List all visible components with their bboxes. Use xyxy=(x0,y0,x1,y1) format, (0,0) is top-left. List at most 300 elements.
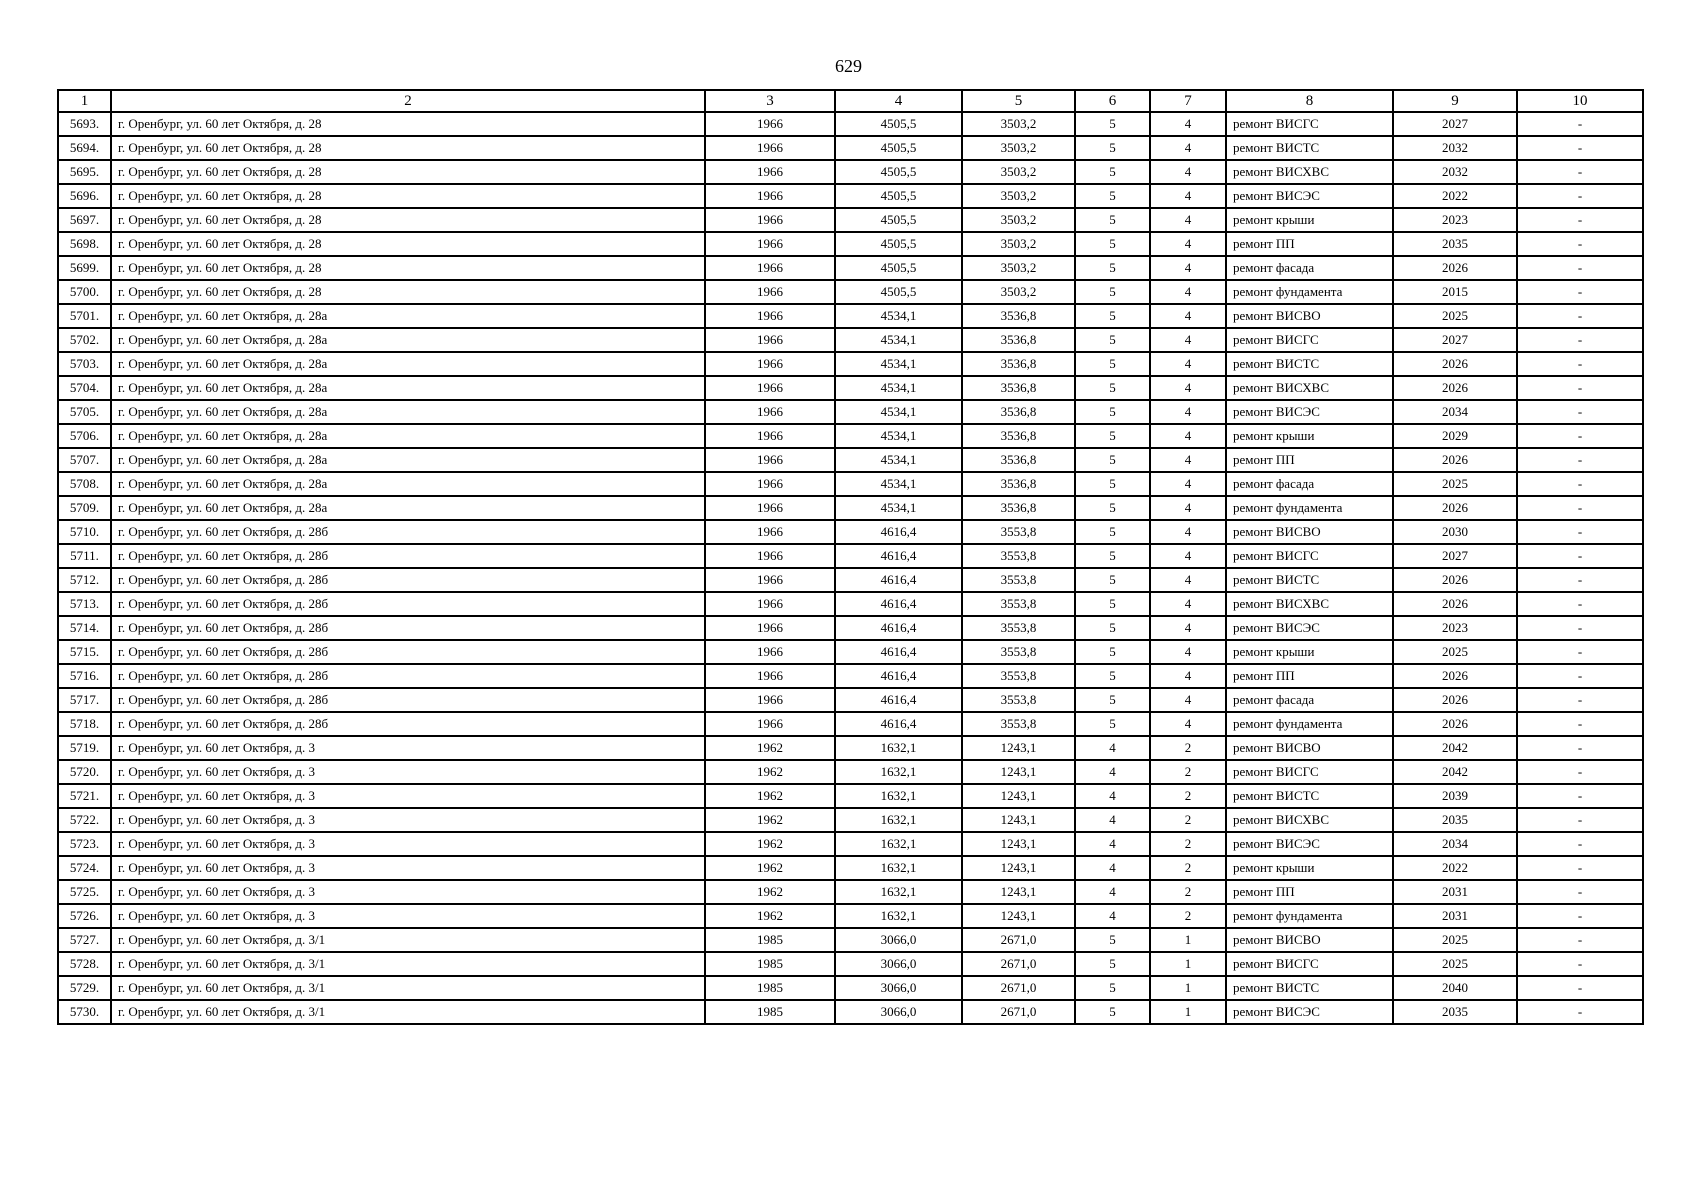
cell-year-built: 1966 xyxy=(705,400,835,424)
cell-floors: 5 xyxy=(1075,1000,1150,1024)
cell-work-type: ремонт ВИСХВС xyxy=(1226,160,1393,184)
cell-total-area: 4505,5 xyxy=(835,160,962,184)
cell-work-type: ремонт фундамента xyxy=(1226,904,1393,928)
cell-total-area: 4505,5 xyxy=(835,184,962,208)
cell-work-type: ремонт ВИСВО xyxy=(1226,304,1393,328)
column-header-4: 4 xyxy=(835,90,962,112)
column-header-6: 6 xyxy=(1075,90,1150,112)
cell-note: - xyxy=(1517,304,1643,328)
cell-work-type: ремонт ВИСВО xyxy=(1226,928,1393,952)
cell-year-built: 1962 xyxy=(705,760,835,784)
cell-work-type: ремонт ВИСХВС xyxy=(1226,808,1393,832)
cell-work-type: ремонт ВИСГС xyxy=(1226,112,1393,136)
cell-row-number: 5725. xyxy=(58,880,111,904)
table-row xyxy=(58,256,1643,280)
cell-row-number: 5712. xyxy=(58,568,111,592)
cell-work-type: ремонт фасада xyxy=(1226,472,1393,496)
cell-living-area: 3536,8 xyxy=(962,376,1075,400)
cell-living-area: 3503,2 xyxy=(962,256,1075,280)
cell-address: г. Оренбург, ул. 60 лет Октября, д. 3 xyxy=(111,904,705,928)
cell-entrances: 1 xyxy=(1150,928,1226,952)
cell-total-area: 1632,1 xyxy=(835,904,962,928)
cell-row-number: 5729. xyxy=(58,976,111,1000)
cell-note: - xyxy=(1517,1000,1643,1024)
cell-row-number: 5710. xyxy=(58,520,111,544)
cell-entrances: 4 xyxy=(1150,328,1226,352)
cell-living-area: 1243,1 xyxy=(962,736,1075,760)
cell-year-built: 1966 xyxy=(705,688,835,712)
cell-planned-year: 2031 xyxy=(1393,880,1517,904)
cell-floors: 5 xyxy=(1075,568,1150,592)
cell-planned-year: 2032 xyxy=(1393,136,1517,160)
cell-entrances: 1 xyxy=(1150,976,1226,1000)
cell-year-built: 1966 xyxy=(705,520,835,544)
cell-year-built: 1966 xyxy=(705,304,835,328)
cell-entrances: 4 xyxy=(1150,544,1226,568)
cell-row-number: 5715. xyxy=(58,640,111,664)
cell-living-area: 3536,8 xyxy=(962,472,1075,496)
cell-total-area: 4534,1 xyxy=(835,328,962,352)
cell-year-built: 1966 xyxy=(705,136,835,160)
cell-address: г. Оренбург, ул. 60 лет Октября, д. 28а xyxy=(111,472,705,496)
cell-work-type: ремонт ВИСТС xyxy=(1226,352,1393,376)
cell-work-type: ремонт ВИСГС xyxy=(1226,544,1393,568)
cell-entrances: 4 xyxy=(1150,400,1226,424)
cell-address: г. Оренбург, ул. 60 лет Октября, д. 28 xyxy=(111,232,705,256)
cell-note: - xyxy=(1517,424,1643,448)
cell-note: - xyxy=(1517,472,1643,496)
cell-entrances: 1 xyxy=(1150,952,1226,976)
cell-total-area: 1632,1 xyxy=(835,760,962,784)
cell-entrances: 4 xyxy=(1150,496,1226,520)
cell-address: г. Оренбург, ул. 60 лет Октября, д. 28б xyxy=(111,568,705,592)
cell-total-area: 4616,4 xyxy=(835,592,962,616)
cell-row-number: 5720. xyxy=(58,760,111,784)
cell-row-number: 5711. xyxy=(58,544,111,568)
cell-address: г. Оренбург, ул. 60 лет Октября, д. 3/1 xyxy=(111,952,705,976)
cell-floors: 5 xyxy=(1075,280,1150,304)
cell-year-built: 1966 xyxy=(705,616,835,640)
cell-address: г. Оренбург, ул. 60 лет Октября, д. 28б xyxy=(111,616,705,640)
cell-row-number: 5694. xyxy=(58,136,111,160)
column-header-10: 10 xyxy=(1517,90,1643,112)
cell-entrances: 4 xyxy=(1150,280,1226,304)
cell-work-type: ремонт ВИСТС xyxy=(1226,976,1393,1000)
cell-address: г. Оренбург, ул. 60 лет Октября, д. 28 xyxy=(111,256,705,280)
cell-planned-year: 2026 xyxy=(1393,496,1517,520)
cell-total-area: 4534,1 xyxy=(835,496,962,520)
cell-entrances: 4 xyxy=(1150,376,1226,400)
table-row xyxy=(58,136,1643,160)
cell-year-built: 1966 xyxy=(705,376,835,400)
cell-total-area: 3066,0 xyxy=(835,928,962,952)
cell-living-area: 1243,1 xyxy=(962,880,1075,904)
cell-total-area: 1632,1 xyxy=(835,808,962,832)
cell-row-number: 5695. xyxy=(58,160,111,184)
column-header-3: 3 xyxy=(705,90,835,112)
cell-floors: 4 xyxy=(1075,880,1150,904)
cell-total-area: 1632,1 xyxy=(835,736,962,760)
cell-living-area: 3536,8 xyxy=(962,448,1075,472)
cell-address: г. Оренбург, ул. 60 лет Октября, д. 3 xyxy=(111,880,705,904)
cell-entrances: 4 xyxy=(1150,112,1226,136)
cell-total-area: 3066,0 xyxy=(835,1000,962,1024)
cell-row-number: 5719. xyxy=(58,736,111,760)
table-row xyxy=(58,688,1643,712)
cell-work-type: ремонт фундамента xyxy=(1226,712,1393,736)
cell-floors: 5 xyxy=(1075,592,1150,616)
cell-planned-year: 2027 xyxy=(1393,328,1517,352)
cell-work-type: ремонт крыши xyxy=(1226,424,1393,448)
cell-year-built: 1966 xyxy=(705,256,835,280)
cell-living-area: 3503,2 xyxy=(962,232,1075,256)
cell-total-area: 3066,0 xyxy=(835,976,962,1000)
cell-address: г. Оренбург, ул. 60 лет Октября, д. 3 xyxy=(111,784,705,808)
cell-entrances: 4 xyxy=(1150,304,1226,328)
cell-total-area: 4505,5 xyxy=(835,256,962,280)
cell-address: г. Оренбург, ул. 60 лет Октября, д. 3/1 xyxy=(111,1000,705,1024)
cell-entrances: 4 xyxy=(1150,568,1226,592)
cell-total-area: 4534,1 xyxy=(835,304,962,328)
cell-planned-year: 2026 xyxy=(1393,448,1517,472)
cell-note: - xyxy=(1517,808,1643,832)
cell-year-built: 1966 xyxy=(705,568,835,592)
cell-planned-year: 2026 xyxy=(1393,376,1517,400)
cell-address: г. Оренбург, ул. 60 лет Октября, д. 28а xyxy=(111,328,705,352)
cell-year-built: 1966 xyxy=(705,544,835,568)
cell-floors: 5 xyxy=(1075,664,1150,688)
cell-total-area: 4505,5 xyxy=(835,208,962,232)
cell-work-type: ремонт ПП xyxy=(1226,448,1393,472)
cell-work-type: ремонт ВИСХВС xyxy=(1226,376,1393,400)
cell-floors: 5 xyxy=(1075,472,1150,496)
table-row xyxy=(58,736,1643,760)
cell-floors: 5 xyxy=(1075,136,1150,160)
cell-entrances: 4 xyxy=(1150,664,1226,688)
cell-entrances: 4 xyxy=(1150,424,1226,448)
cell-row-number: 5697. xyxy=(58,208,111,232)
table-row xyxy=(58,976,1643,1000)
cell-year-built: 1966 xyxy=(705,472,835,496)
cell-planned-year: 2022 xyxy=(1393,184,1517,208)
cell-year-built: 1962 xyxy=(705,880,835,904)
cell-floors: 4 xyxy=(1075,736,1150,760)
cell-floors: 4 xyxy=(1075,784,1150,808)
cell-row-number: 5703. xyxy=(58,352,111,376)
table-row xyxy=(58,832,1643,856)
cell-address: г. Оренбург, ул. 60 лет Октября, д. 28б xyxy=(111,520,705,544)
cell-living-area: 2671,0 xyxy=(962,928,1075,952)
table-row xyxy=(58,448,1643,472)
table-row xyxy=(58,520,1643,544)
cell-total-area: 4534,1 xyxy=(835,448,962,472)
cell-work-type: ремонт ВИСТС xyxy=(1226,784,1393,808)
cell-address: г. Оренбург, ул. 60 лет Октября, д. 28а xyxy=(111,424,705,448)
cell-floors: 5 xyxy=(1075,208,1150,232)
cell-planned-year: 2026 xyxy=(1393,688,1517,712)
cell-floors: 5 xyxy=(1075,256,1150,280)
cell-note: - xyxy=(1517,856,1643,880)
cell-work-type: ремонт фундамента xyxy=(1226,496,1393,520)
cell-floors: 5 xyxy=(1075,328,1150,352)
cell-address: г. Оренбург, ул. 60 лет Октября, д. 28б xyxy=(111,640,705,664)
cell-year-built: 1966 xyxy=(705,712,835,736)
cell-entrances: 2 xyxy=(1150,760,1226,784)
cell-total-area: 4616,4 xyxy=(835,688,962,712)
cell-floors: 5 xyxy=(1075,616,1150,640)
cell-floors: 5 xyxy=(1075,544,1150,568)
cell-living-area: 3503,2 xyxy=(962,136,1075,160)
cell-work-type: ремонт ПП xyxy=(1226,880,1393,904)
cell-year-built: 1962 xyxy=(705,808,835,832)
cell-entrances: 4 xyxy=(1150,136,1226,160)
cell-total-area: 4616,4 xyxy=(835,712,962,736)
cell-planned-year: 2025 xyxy=(1393,472,1517,496)
table-row xyxy=(58,496,1643,520)
cell-planned-year: 2023 xyxy=(1393,208,1517,232)
cell-note: - xyxy=(1517,280,1643,304)
cell-floors: 5 xyxy=(1075,712,1150,736)
cell-work-type: ремонт ВИСЭС xyxy=(1226,832,1393,856)
cell-address: г. Оренбург, ул. 60 лет Октября, д. 28 xyxy=(111,184,705,208)
column-header-5: 5 xyxy=(962,90,1075,112)
table-row xyxy=(58,880,1643,904)
cell-living-area: 3503,2 xyxy=(962,208,1075,232)
cell-floors: 5 xyxy=(1075,184,1150,208)
cell-row-number: 5709. xyxy=(58,496,111,520)
table-row xyxy=(58,184,1643,208)
cell-living-area: 3553,8 xyxy=(962,520,1075,544)
cell-work-type: ремонт фундамента xyxy=(1226,280,1393,304)
table-row xyxy=(58,808,1643,832)
table-header xyxy=(58,90,1643,112)
cell-floors: 5 xyxy=(1075,976,1150,1000)
cell-entrances: 4 xyxy=(1150,472,1226,496)
cell-planned-year: 2042 xyxy=(1393,736,1517,760)
cell-entrances: 2 xyxy=(1150,904,1226,928)
cell-note: - xyxy=(1517,784,1643,808)
cell-work-type: ремонт ВИСЭС xyxy=(1226,184,1393,208)
cell-entrances: 2 xyxy=(1150,808,1226,832)
table-row xyxy=(58,592,1643,616)
cell-living-area: 1243,1 xyxy=(962,832,1075,856)
table-row xyxy=(58,1000,1643,1024)
cell-living-area: 3536,8 xyxy=(962,328,1075,352)
cell-planned-year: 2027 xyxy=(1393,544,1517,568)
cell-year-built: 1966 xyxy=(705,112,835,136)
cell-living-area: 3503,2 xyxy=(962,112,1075,136)
cell-note: - xyxy=(1517,544,1643,568)
cell-year-built: 1962 xyxy=(705,784,835,808)
cell-note: - xyxy=(1517,232,1643,256)
cell-floors: 5 xyxy=(1075,688,1150,712)
cell-row-number: 5705. xyxy=(58,400,111,424)
table-row xyxy=(58,280,1643,304)
cell-year-built: 1985 xyxy=(705,976,835,1000)
cell-address: г. Оренбург, ул. 60 лет Октября, д. 28б xyxy=(111,664,705,688)
cell-address: г. Оренбург, ул. 60 лет Октября, д. 28 xyxy=(111,136,705,160)
cell-address: г. Оренбург, ул. 60 лет Октября, д. 28а xyxy=(111,496,705,520)
cell-note: - xyxy=(1517,184,1643,208)
cell-row-number: 5721. xyxy=(58,784,111,808)
cell-living-area: 3553,8 xyxy=(962,616,1075,640)
cell-address: г. Оренбург, ул. 60 лет Октября, д. 28 xyxy=(111,280,705,304)
cell-note: - xyxy=(1517,760,1643,784)
cell-note: - xyxy=(1517,520,1643,544)
cell-planned-year: 2035 xyxy=(1393,808,1517,832)
cell-planned-year: 2026 xyxy=(1393,664,1517,688)
cell-address: г. Оренбург, ул. 60 лет Октября, д. 28а xyxy=(111,352,705,376)
cell-living-area: 3553,8 xyxy=(962,592,1075,616)
cell-floors: 4 xyxy=(1075,808,1150,832)
cell-total-area: 4534,1 xyxy=(835,472,962,496)
cell-work-type: ремонт ВИСТС xyxy=(1226,136,1393,160)
cell-address: г. Оренбург, ул. 60 лет Октября, д. 3/1 xyxy=(111,928,705,952)
cell-floors: 5 xyxy=(1075,448,1150,472)
cell-total-area: 1632,1 xyxy=(835,880,962,904)
repair-schedule-table xyxy=(57,89,1644,1025)
cell-planned-year: 2025 xyxy=(1393,952,1517,976)
cell-total-area: 1632,1 xyxy=(835,832,962,856)
cell-total-area: 4505,5 xyxy=(835,112,962,136)
cell-row-number: 5706. xyxy=(58,424,111,448)
table-row xyxy=(58,760,1643,784)
cell-entrances: 4 xyxy=(1150,616,1226,640)
cell-work-type: ремонт ВИСВО xyxy=(1226,520,1393,544)
cell-row-number: 5730. xyxy=(58,1000,111,1024)
cell-total-area: 4616,4 xyxy=(835,568,962,592)
cell-planned-year: 2023 xyxy=(1393,616,1517,640)
cell-year-built: 1966 xyxy=(705,448,835,472)
cell-note: - xyxy=(1517,208,1643,232)
cell-living-area: 1243,1 xyxy=(962,808,1075,832)
cell-total-area: 4616,4 xyxy=(835,664,962,688)
cell-planned-year: 2025 xyxy=(1393,928,1517,952)
cell-year-built: 1966 xyxy=(705,280,835,304)
cell-work-type: ремонт ПП xyxy=(1226,664,1393,688)
cell-year-built: 1962 xyxy=(705,736,835,760)
cell-row-number: 5693. xyxy=(58,112,111,136)
cell-year-built: 1962 xyxy=(705,832,835,856)
cell-row-number: 5727. xyxy=(58,928,111,952)
table-row xyxy=(58,232,1643,256)
cell-row-number: 5696. xyxy=(58,184,111,208)
table-row xyxy=(58,304,1643,328)
cell-row-number: 5699. xyxy=(58,256,111,280)
cell-planned-year: 2026 xyxy=(1393,592,1517,616)
cell-note: - xyxy=(1517,568,1643,592)
cell-total-area: 4616,4 xyxy=(835,640,962,664)
cell-total-area: 4505,5 xyxy=(835,280,962,304)
cell-living-area: 3503,2 xyxy=(962,184,1075,208)
cell-living-area: 3536,8 xyxy=(962,304,1075,328)
cell-planned-year: 2034 xyxy=(1393,832,1517,856)
cell-living-area: 1243,1 xyxy=(962,784,1075,808)
cell-living-area: 1243,1 xyxy=(962,904,1075,928)
cell-note: - xyxy=(1517,688,1643,712)
cell-note: - xyxy=(1517,832,1643,856)
cell-living-area: 2671,0 xyxy=(962,976,1075,1000)
table-row xyxy=(58,640,1643,664)
cell-year-built: 1966 xyxy=(705,184,835,208)
column-header-2: 2 xyxy=(111,90,705,112)
cell-address: г. Оренбург, ул. 60 лет Октября, д. 3 xyxy=(111,832,705,856)
cell-note: - xyxy=(1517,160,1643,184)
cell-planned-year: 2025 xyxy=(1393,640,1517,664)
cell-work-type: ремонт ВИСХВС xyxy=(1226,592,1393,616)
cell-planned-year: 2034 xyxy=(1393,400,1517,424)
cell-work-type: ремонт ВИСГС xyxy=(1226,328,1393,352)
cell-row-number: 5702. xyxy=(58,328,111,352)
cell-note: - xyxy=(1517,400,1643,424)
table-row xyxy=(58,544,1643,568)
column-header-7: 7 xyxy=(1150,90,1226,112)
cell-floors: 5 xyxy=(1075,496,1150,520)
cell-work-type: ремонт ПП xyxy=(1226,232,1393,256)
cell-total-area: 1632,1 xyxy=(835,856,962,880)
cell-work-type: ремонт ВИСТС xyxy=(1226,568,1393,592)
cell-living-area: 3503,2 xyxy=(962,280,1075,304)
cell-year-built: 1966 xyxy=(705,160,835,184)
cell-row-number: 5708. xyxy=(58,472,111,496)
table-row xyxy=(58,376,1643,400)
cell-work-type: ремонт фасада xyxy=(1226,688,1393,712)
cell-row-number: 5717. xyxy=(58,688,111,712)
cell-living-area: 3553,8 xyxy=(962,640,1075,664)
cell-work-type: ремонт ВИСГС xyxy=(1226,952,1393,976)
cell-note: - xyxy=(1517,448,1643,472)
cell-entrances: 2 xyxy=(1150,736,1226,760)
cell-note: - xyxy=(1517,496,1643,520)
table-row xyxy=(58,328,1643,352)
cell-entrances: 4 xyxy=(1150,712,1226,736)
cell-row-number: 5726. xyxy=(58,904,111,928)
cell-total-area: 3066,0 xyxy=(835,952,962,976)
cell-living-area: 3536,8 xyxy=(962,424,1075,448)
cell-total-area: 4505,5 xyxy=(835,232,962,256)
cell-planned-year: 2026 xyxy=(1393,256,1517,280)
cell-entrances: 4 xyxy=(1150,256,1226,280)
table-row xyxy=(58,424,1643,448)
table-row xyxy=(58,160,1643,184)
cell-planned-year: 2039 xyxy=(1393,784,1517,808)
cell-total-area: 4616,4 xyxy=(835,520,962,544)
cell-total-area: 4534,1 xyxy=(835,352,962,376)
cell-planned-year: 2026 xyxy=(1393,712,1517,736)
cell-row-number: 5714. xyxy=(58,616,111,640)
cell-year-built: 1966 xyxy=(705,592,835,616)
cell-year-built: 1985 xyxy=(705,1000,835,1024)
cell-year-built: 1985 xyxy=(705,952,835,976)
cell-address: г. Оренбург, ул. 60 лет Октября, д. 28б xyxy=(111,688,705,712)
cell-floors: 5 xyxy=(1075,232,1150,256)
cell-address: г. Оренбург, ул. 60 лет Октября, д. 28 xyxy=(111,112,705,136)
cell-entrances: 4 xyxy=(1150,352,1226,376)
table-row xyxy=(58,400,1643,424)
cell-note: - xyxy=(1517,616,1643,640)
cell-row-number: 5700. xyxy=(58,280,111,304)
cell-living-area: 1243,1 xyxy=(962,760,1075,784)
cell-floors: 4 xyxy=(1075,832,1150,856)
cell-floors: 5 xyxy=(1075,160,1150,184)
column-header-1: 1 xyxy=(58,90,111,112)
cell-year-built: 1966 xyxy=(705,424,835,448)
cell-planned-year: 2026 xyxy=(1393,568,1517,592)
cell-work-type: ремонт ВИСЭС xyxy=(1226,400,1393,424)
table-row xyxy=(58,856,1643,880)
cell-row-number: 5722. xyxy=(58,808,111,832)
cell-note: - xyxy=(1517,136,1643,160)
